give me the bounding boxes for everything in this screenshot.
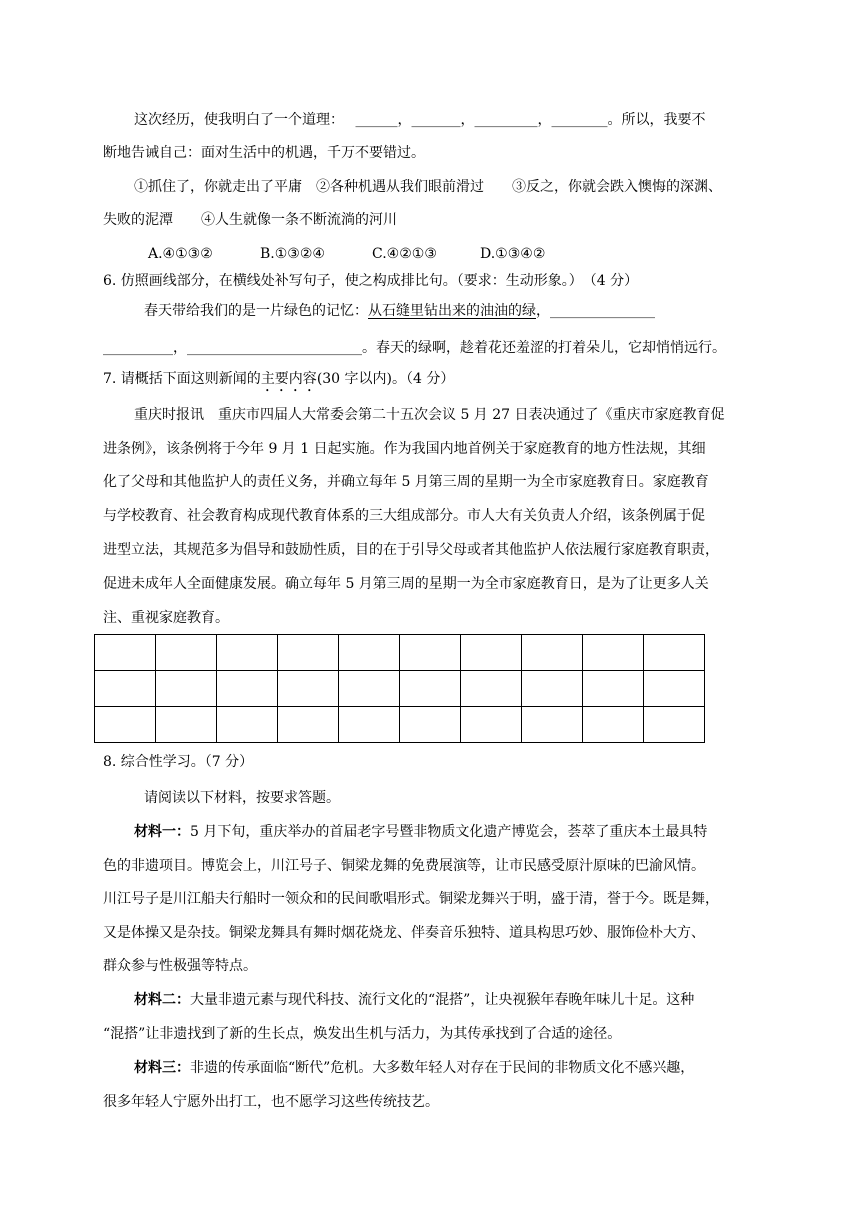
q8-material1-line: 色的非遗项目。博览会上，川江号子、铜梁龙舞的免费展演等，让市民感受原汁原味的巴渝风情。 [103,858,705,874]
q8-intro: 请阅读以下材料，按要求答题。 [144,790,340,806]
answer-cell[interactable] [461,635,522,671]
q7-para-line: 促进未成年人全面健康发展。确立每年 5 月第三周的星期一为全市家庭教育日，是为了让更多人关 [103,576,709,592]
answer-cell[interactable] [95,635,156,671]
q8-title: 8. 综合性学习。（7 分） [103,754,254,770]
q8-material2-label: 材料二： [134,992,190,1008]
q5-options-line2: 失败的泥潭 ④人生就像一条不断流淌的河川 [103,212,397,228]
q8-material3-line: 很多年轻人宁愿外出打工，也不愿学习这些传统技艺。 [103,1094,439,1110]
q8-material1-text: 5 月下旬，重庆举办的首届老字号暨非物质文化遗产博览会，荟萃了重庆本土最具特 [190,824,708,840]
q8-material1-line1 [134,822,707,842]
q8-material3-line1 [134,1058,694,1078]
q6-underlined-example: 从石缝里钻出来的油油的绿 [368,303,536,319]
answer-cell[interactable] [95,671,156,707]
q5-options-line1: ①抓住了，你就走出了平庸 ②各种机遇从我们眼前滑过 ③反之，你就会跌入懊悔的深渊、 [134,179,722,195]
q8-material3-text: 非遗的传承面临“断代”危机。大多数年轻人对存在于民间的非物质文化不感兴趣， [190,1060,695,1076]
answer-cell[interactable] [522,707,583,743]
q8-material2-text: 大量非遗元素与现代科技、流行文化的“混搭”，让央视猴年春晚年味儿十足。这种 [190,992,695,1008]
answer-grid-row [95,635,705,671]
answer-cell[interactable] [461,671,522,707]
q5-stem-line2: 断地告诫自己：面对生活中的机遇，千万不要错过。 [103,145,425,161]
answer-cell[interactable] [156,635,217,671]
answer-cell[interactable] [156,671,217,707]
q5-choice-b: B.①③②④ [260,246,325,262]
q7-para-line: 化了父母和其他监护人的责任义务，并确立每年 5 月第三周的星期一为全市家庭教育日。家庭教育 [103,474,709,490]
q7-title [103,369,454,395]
q8-material2-line1 [134,990,694,1010]
q6-line1 [144,301,655,321]
answer-cell[interactable] [583,635,644,671]
answer-cell[interactable] [339,635,400,671]
answer-cell[interactable] [644,635,705,671]
q6-title: 6. 仿照画线部分，在横线处补写句子，使之构成排比句。（要求：生动形象。） （4 分） [103,273,639,289]
q5-choice-c: C.④②①③ [372,246,437,262]
answer-cell[interactable] [644,671,705,707]
answer-cell[interactable] [339,707,400,743]
answer-cell[interactable] [644,707,705,743]
answer-cell[interactable] [278,707,339,743]
answer-cell[interactable] [339,671,400,707]
q5-choice-a: A.④①③② [148,246,213,262]
q7-para-line: 与学校教育、社会教育构成现代教育体系的三大组成部分。市人大有关负责人介绍，该条例属于促 [103,508,705,524]
q8-material1-line: 群众参与性极强等特点。 [103,958,257,974]
answer-cell[interactable] [217,707,278,743]
q6-line2: __________，_________________________。春天的绿啊，趁着花还羞涩的打着朵儿，它却悄悄远行。 [103,340,726,356]
answer-grid [94,634,705,743]
answer-cell[interactable] [278,635,339,671]
q8-material1-line: 又是体操又是杂技。铜梁龙舞具有舞时烟花烧龙、伴奏音乐独特、道具构思巧妙、服饰俭朴大方、 [103,925,705,941]
answer-grid-row [95,707,705,743]
q8-material1-line: 川江号子是川江船夫行船时一领众和的民间歌唱形式。铜梁龙舞兴于明，盛于清，誉于今。既是舞， [103,891,719,907]
answer-cell[interactable] [95,707,156,743]
answer-cell[interactable] [217,635,278,671]
q7-title-suffix: (30 字以内)。（4 分） [316,371,455,387]
answer-cell[interactable] [400,707,461,743]
answer-cell[interactable] [583,671,644,707]
q8-material3-label: 材料三： [134,1060,190,1076]
answer-cell[interactable] [522,635,583,671]
answer-cell[interactable] [217,671,278,707]
q7-para-line: 注、重视家庭教育。 [103,610,229,626]
q7-para-line: 重庆时报讯 重庆市四届人大常委会第二十五次会议 5 月 27 日表决通过了《重庆市家庭教育促 [134,407,725,423]
q8-material1-label: 材料一： [134,824,190,840]
q7-para-line: 进型立法，其规范多为倡导和鼓励性质，目的在于引导父母或者其他监护人依法履行家庭教育职责， [103,542,719,558]
answer-cell[interactable] [400,671,461,707]
answer-cell[interactable] [400,635,461,671]
q5-stem-line1: 这次经历，使我明白了一个道理： ______，_______，_________，________。所以，我要不 [134,112,706,128]
answer-cell[interactable] [461,707,522,743]
answer-cell[interactable] [583,707,644,743]
q6-line1-prefix: 春天带给我们的是一片绿色的记忆： [144,303,368,319]
q5-choice-d: D.①③④② [480,246,546,262]
q6-line1-suffix: ，_______________ [536,303,655,319]
answer-cell[interactable] [278,671,339,707]
answer-cell[interactable] [522,671,583,707]
q7-title-prefix: 7. 请概括下面这则新闻的 [103,371,261,387]
q8-material2-line: “混搭”让非遗找到了新的生长点，焕发出生机与活力，为其传承找到了合适的途径。 [103,1026,622,1042]
answer-grid-row [95,671,705,707]
answer-cell[interactable] [156,707,217,743]
q7-para-line: 进条例》，该条例将于今年 9 月 1 日起实施。作为我国内地首例关于家庭教育的地方性法规，其细 [103,441,706,457]
q7-title-emphasis: 主要内容 [260,371,317,387]
